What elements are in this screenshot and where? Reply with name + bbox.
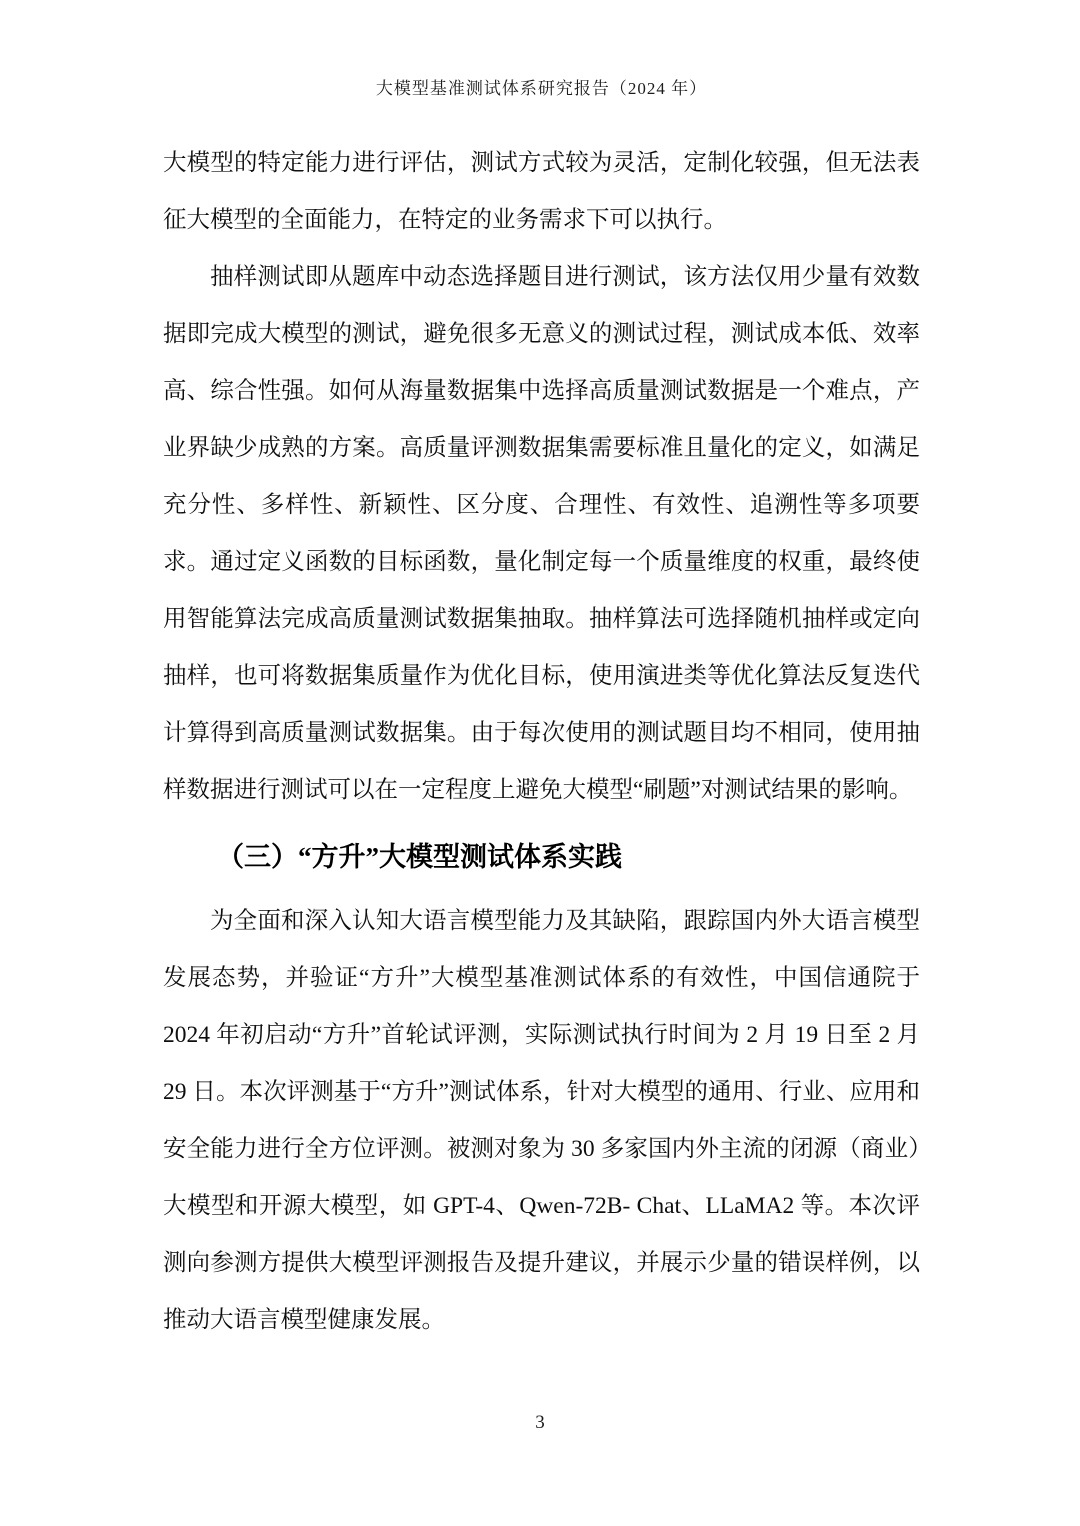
paragraph-sampling-test: 抽样测试即从题库中动态选择题目进行测试，该方法仅用少量有效数据即完成大模型的测试，避免很多无意义的测试过程，测试成本低、效率高、综合性强。如何从海量数据集中选择高质量测试数据是一个难点，产业界缺少成熟的方案。高质量评测数据集需要标准且量化的定义，如满足充分性、多样性、新颖性、区分度、合理性、有效性、追溯性等多项要求。通过定义函数的目标函数，量化制定每一个质量维度的权重，最终使用智能算法完成高质量测试数据集抽取。抽样算法可选择随机抽样或定向抽样，也可将数据集质量作为优化目标，使用演进类等优化算法反复迭代计算得到高质量测试数据集。由于每次使用的测试题目均不相同，使用抽样数据进行测试可以在一定程度上避免大模型“刷题”对测试结果的影响。 [163,264,920,803]
document-body [163,135,920,1349]
page-header [163,0,920,99]
report-title: 大模型基准测试体系研究报告（2024 年） [375,79,708,98]
section-heading-fangsheng: （三）“方升”大模型测试体系实践 [217,842,622,872]
page-number: 3 [535,1412,545,1433]
page-footer [0,1412,1080,1434]
paragraph-continuation: 大模型的特定能力进行评估，测试方式较为灵活，定制化较强，但无法表征大模型的全面能力，在特定的业务需求下可以执行。 [163,150,920,233]
paragraph-fangsheng-practice: 为全面和深入认知大语言模型能力及其缺陷，跟踪国内外大语言模型发展态势，并验证“方升”大模型基准测试体系的有效性，中国信通院于 2024 年初启动“方升”首轮试评测，实际测试执行时间为 2 月 19 日至 2 月 29 日。本次评测基于“方升”测试体系，针对大模型的通用、行业、应用和安全能力进行全方位评测。被测对象为 30 多家国内外主流的闭源（商业）大模型和开源大模型，如 GPT-4、Qwen-72B- Chat、LLaMA2 等。本次评测向参测方提供大模型评测报告及提升建议，并展示少量的错误样例，以推动大语言模型健康发展。 [163,908,920,1333]
